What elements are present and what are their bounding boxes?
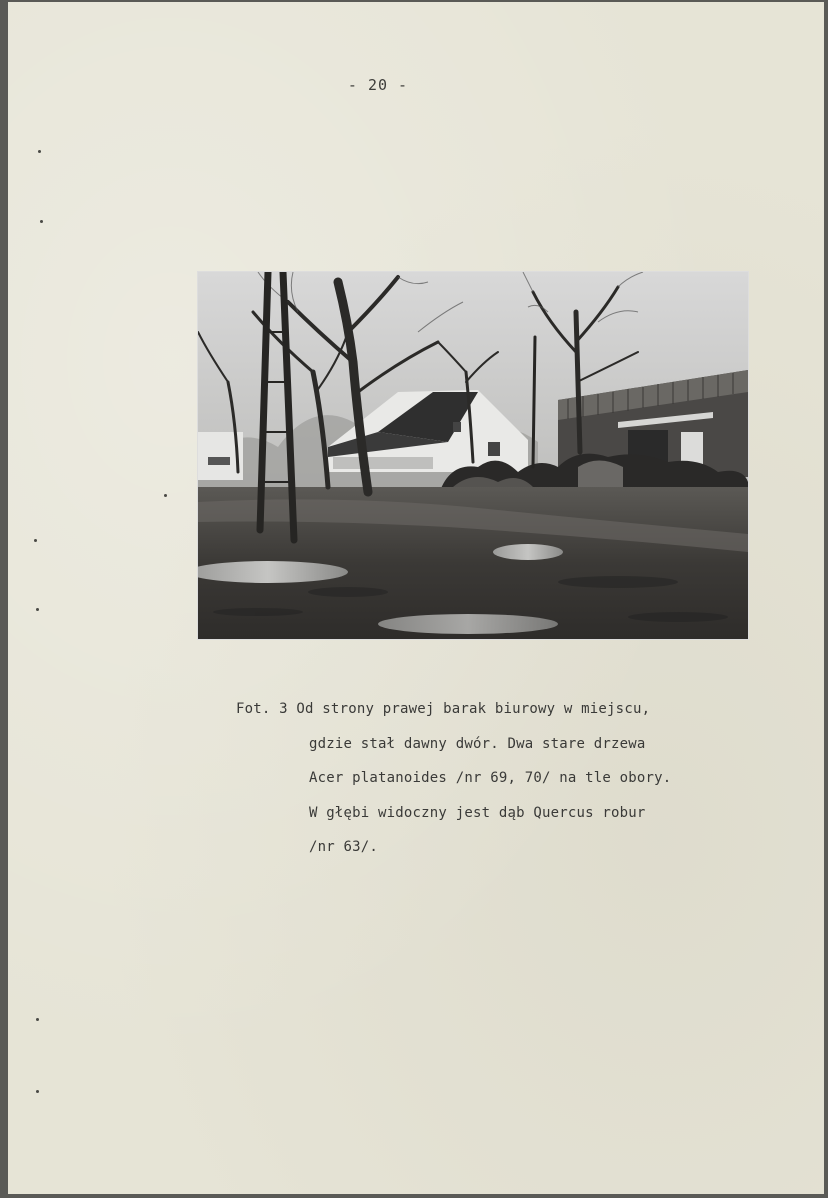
caption-line: Acer platanoides /nr 69, 70/ na tle obory. — [309, 770, 672, 786]
caption-text: Od strony prawej barak biurowy w miejscu, — [296, 701, 651, 717]
caption-line: /nr 63/. — [309, 839, 379, 855]
figure-label: Fot. 3 — [236, 701, 288, 717]
photograph — [197, 271, 749, 640]
caption-line — [236, 692, 796, 727]
document-page — [8, 2, 824, 1194]
photo-caption — [236, 692, 796, 865]
caption-line: gdzie stał dawny dwór. Dwa stare drzewa — [309, 735, 646, 752]
margin-dot — [36, 1090, 39, 1093]
margin-dot — [40, 220, 43, 223]
margin-dot — [36, 1018, 39, 1021]
margin-dot — [38, 150, 41, 153]
caption-line: W głębi widoczny jest dąb Quercus robur — [309, 804, 646, 821]
margin-dot — [36, 608, 39, 611]
margin-dot — [164, 494, 167, 497]
margin-dot — [34, 539, 37, 542]
page-number: - 20 - — [347, 76, 409, 94]
